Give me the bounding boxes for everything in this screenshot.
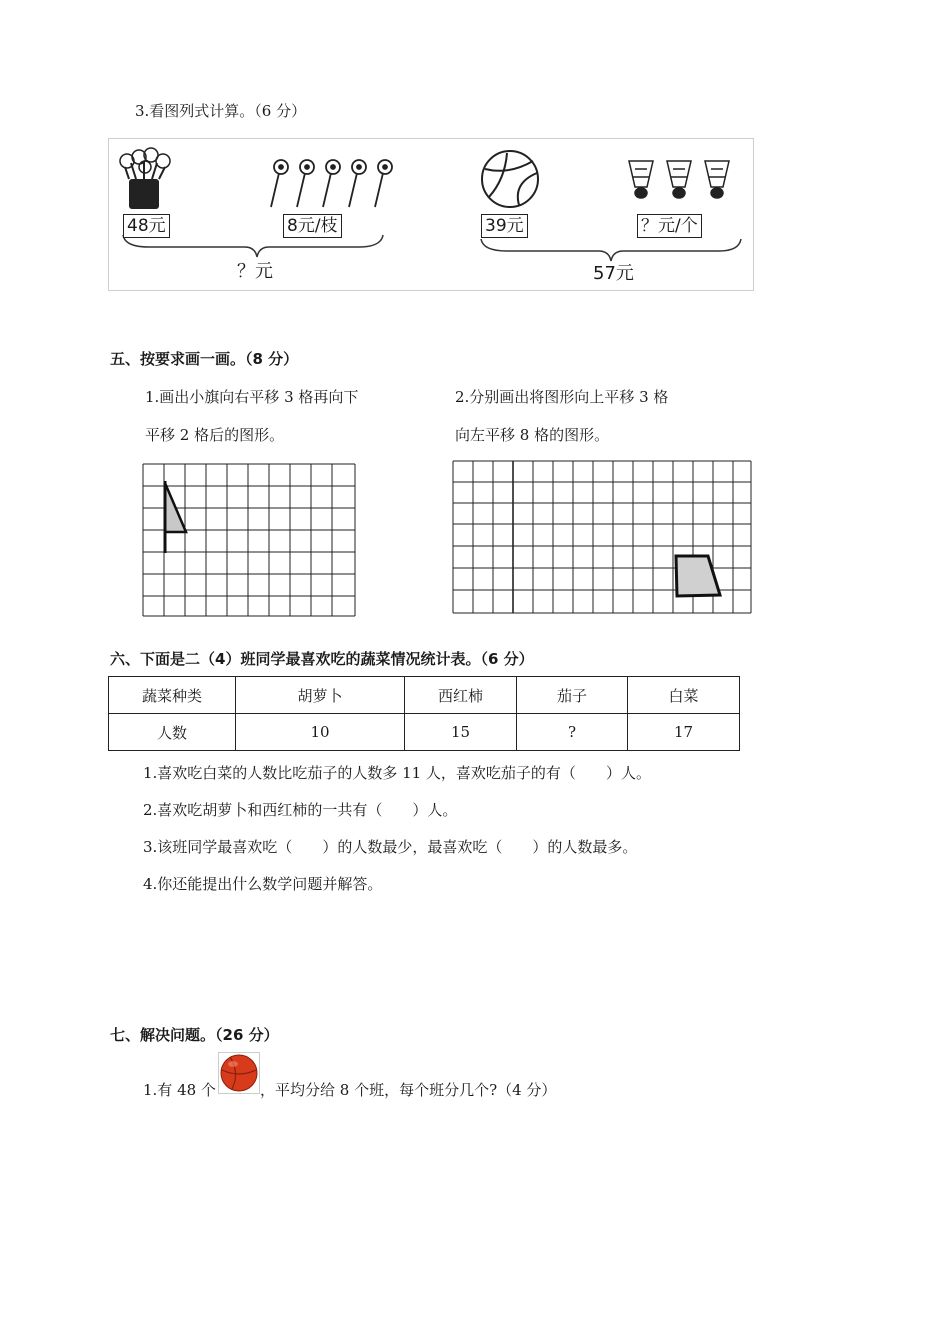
s5-q2-line1: 2.分别画出将图形向上平移 3 格 [455, 388, 669, 406]
volleyball-icon [482, 151, 538, 207]
left-brace [123, 235, 383, 257]
left-total: ？元 [237, 261, 273, 282]
ball-price-tag: 39元 [481, 214, 528, 238]
table-row [109, 714, 740, 751]
table-header-row [109, 677, 740, 714]
s6-q1: 1.喜欢吃白菜的人数比吃茄子的人数多 11 人，喜欢吃茄子的有（ ）人。 [143, 764, 651, 782]
shuttlecock-icons [629, 161, 729, 198]
s7-title: 七、解决问题。（26 分） [110, 1026, 279, 1044]
header-cell: 西红柿 [405, 677, 517, 714]
s6-q4: 4.你还能提出什么数学问题并解答。 [143, 875, 383, 893]
flag-grid [142, 463, 357, 618]
header-cell: 白菜 [628, 677, 740, 714]
table-cell: 人数 [109, 714, 236, 751]
table-cell: 17 [628, 714, 740, 751]
header-cell: 茄子 [517, 677, 628, 714]
s5-q1-line1: 1.画出小旗向右平移 3 格再向下 [145, 388, 359, 406]
q3-title: 3.看图列式计算。（6 分） [135, 102, 307, 120]
table-cell: 10 [236, 714, 405, 751]
right-total: 57元 [593, 263, 634, 284]
vegetable-table [108, 676, 740, 751]
flower-icons [271, 160, 392, 207]
s5-q2-line2: 向左平移 8 格的图形。 [455, 426, 610, 444]
shuttle-price-tag: ？元/个 [637, 214, 702, 238]
s7-q1-post: ，平均分给 8 个班，每个班分几个?（4 分） [260, 1081, 557, 1099]
shape-grid [452, 460, 752, 615]
header-cell: 胡萝卜 [236, 677, 405, 714]
vase-price-tag: 48元 [123, 214, 170, 238]
s6-title: 六、下面是二（4）班同学最喜欢吃的蔬菜情况统计表。（6 分） [110, 650, 534, 668]
flag-shape [165, 481, 186, 553]
vase-icon [120, 148, 170, 209]
s5-title: 五、按要求画一画。（8 分） [110, 350, 299, 368]
table-cell: 15 [405, 714, 517, 751]
table-cell: ? [517, 714, 628, 751]
header-cell: 蔬菜种类 [109, 677, 236, 714]
picture-box [108, 138, 754, 291]
s5-q1-line2: 平移 2 格后的图形。 [145, 426, 285, 444]
s6-q2: 2.喜欢吃胡萝卜和西红柿的一共有（ ）人。 [143, 801, 458, 819]
flower-price-tag: 8元/枝 [283, 214, 342, 238]
s6-q3: 3.该班同学最喜欢吃（ ）的人数最少，最喜欢吃（ ）的人数最多。 [143, 838, 638, 856]
s7-q1-pre: 1.有 48 个 [143, 1081, 216, 1099]
basketball-icon [218, 1052, 260, 1094]
right-brace [481, 239, 741, 261]
